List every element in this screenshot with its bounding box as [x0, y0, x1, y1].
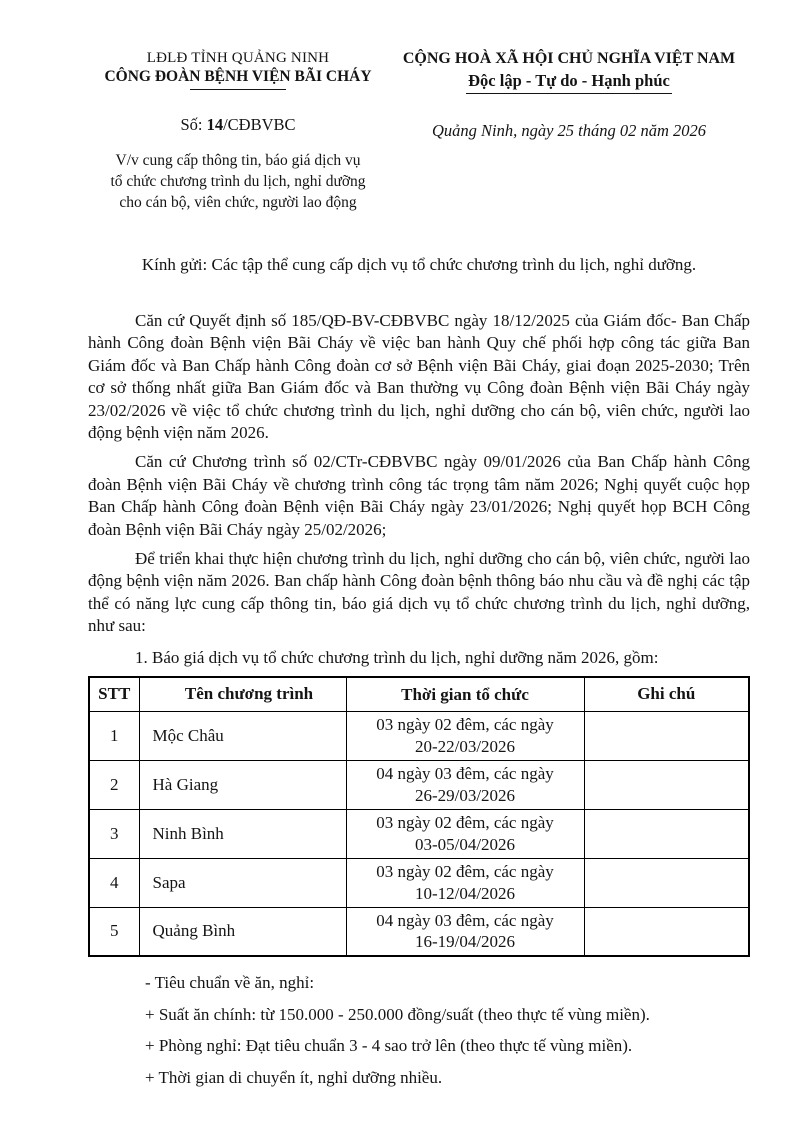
table-header-note: Ghi chú — [584, 677, 749, 711]
note-cell — [584, 907, 749, 956]
standard-item: + Thời gian di chuyển ít, nghỉ dưỡng nhiều. — [145, 1067, 443, 1087]
body-paragraphs — [88, 310, 750, 638]
national-title: CỘNG HOÀ XÃ HỘI CHỦ NGHĨA VIỆT NAM — [402, 50, 736, 67]
program-name-cell: Hà Giang — [139, 760, 346, 809]
standards-title: - Tiêu chuẩn về ăn, nghỉ: — [145, 973, 315, 993]
table-row — [89, 760, 749, 809]
subject-block — [88, 150, 388, 213]
note-cell — [584, 760, 749, 809]
subject-line: cho cán bộ, viên chức, người lao động — [119, 194, 357, 211]
doc-number-value: 14 — [206, 115, 224, 134]
body-paragraph: Để triển khai thực hiện chương trình du lịch, nghỉ dưỡng cho cán bộ, viên chức, người lao động bệnh viện năm 2026. Ban chấp hành Công đoàn bệnh thông báo nhu cầu và đề nghị các tập thể có năng lực cung cấp thông tin, báo giá dịch vụ tổ chức chương trình du lịch, nghỉ dưỡng, như sau: — [88, 549, 750, 636]
program-name-cell: Sapa — [139, 858, 346, 907]
subject-line: tổ chức chương trình du lịch, nghỉ dưỡng — [110, 173, 366, 190]
standard-item: + Suất ăn chính: từ 150.000 - 250.000 đồng/suất (theo thực tế vùng miền). — [145, 1004, 650, 1024]
org-underline-divider — [190, 89, 286, 90]
table-row — [89, 809, 749, 858]
doc-number — [88, 115, 388, 135]
time-line: 03 ngày 02 đêm, các ngày — [376, 715, 554, 735]
stt-cell: 1 — [89, 711, 139, 760]
program-name-cell: Quảng Bình — [139, 907, 346, 956]
recipient-line: Kính gửi: Các tập thể cung cấp dịch vụ tổ chức chương trình du lịch, nghỉ dưỡng. — [141, 255, 697, 274]
issuing-org-block — [88, 50, 388, 213]
org-name: CÔNG ĐOÀN BỆNH VIỆN BÃI CHÁY — [104, 68, 372, 85]
document-header — [88, 50, 750, 213]
doc-number-label: Số: — [180, 115, 207, 134]
table-row — [89, 858, 749, 907]
program-name-cell: Ninh Bình — [139, 809, 346, 858]
time-cell — [346, 907, 584, 956]
table-row — [89, 907, 749, 956]
time-line: 03 ngày 02 đêm, các ngày — [376, 862, 554, 882]
table-header-name: Tên chương trình — [139, 677, 346, 711]
time-line: 03-05/04/2026 — [414, 834, 516, 854]
place-date: Quảng Ninh, ngày 25 tháng 02 năm 2026 — [431, 121, 707, 140]
table-header-time: Thời gian tổ chức — [346, 677, 584, 711]
time-cell — [346, 858, 584, 907]
table-header-row — [89, 677, 749, 711]
time-line: 04 ngày 03 đêm, các ngày — [376, 910, 554, 930]
standard-item: + Phòng nghỉ: Đạt tiêu chuẩn 3 - 4 sao trở lên (theo thực tế vùng miền). — [145, 1036, 633, 1056]
programs-table — [88, 676, 750, 957]
time-line: 16-19/04/2026 — [414, 932, 516, 952]
time-cell — [346, 711, 584, 760]
national-motto: Độc lập - Tự do - Hạnh phúc — [466, 71, 672, 94]
time-cell — [346, 760, 584, 809]
stt-cell: 2 — [89, 760, 139, 809]
doc-number-suffix: /CĐBVBC — [223, 115, 296, 134]
note-cell — [584, 809, 749, 858]
national-header-block — [388, 50, 750, 213]
body-paragraph: Căn cứ Chương trình số 02/CTr-CĐBVBC ngày 09/01/2026 của Ban Chấp hành Công đoàn Bệnh viện Bãi Cháy về chương trình công tác trọng tâm năm 2026; Nghị quyết cuộc họp Ban Chấp hành Công đoàn Bệnh viện Bãi Cháy ngày 23/01/2026; Nghị quyết họp BCH Công đoàn Bệnh viện Bãi Cháy ngày 25/02/2026; — [88, 452, 750, 539]
time-line: 03 ngày 02 đêm, các ngày — [376, 813, 554, 833]
time-line: 20-22/03/2026 — [414, 736, 516, 756]
table-row — [89, 711, 749, 760]
time-line: 04 ngày 03 đêm, các ngày — [376, 764, 554, 784]
note-cell — [584, 858, 749, 907]
program-name-cell: Mộc Châu — [139, 711, 346, 760]
time-line: 10-12/04/2026 — [414, 883, 516, 903]
org-parent: LĐLĐ TỈNH QUẢNG NINH — [146, 50, 330, 66]
standards-block — [88, 973, 750, 1088]
subject-line: V/v cung cấp thông tin, báo giá dịch vụ — [115, 152, 361, 169]
note-cell — [584, 711, 749, 760]
body-paragraph: Căn cứ Quyết định số 185/QĐ-BV-CĐBVBC ngày 18/12/2025 của Giám đốc- Ban Chấp hành Công đoàn Bệnh viện Bãi Cháy về việc ban hành Quy chế phối hợp công tác giữa Ban Giám đốc và Ban Chấp hành Công đoàn cơ sở Bệnh viện Bãi Cháy, giai đoạn 2025-2030; Trên cơ sở thống nhất giữa Ban Giám đốc và Ban thường vụ Công đoàn Bệnh viện Bãi Cháy ngày 23/02/2026 về việc tổ chức chương trình du lịch, nghỉ dưỡng cho cán bộ, viên chức, người lao động bệnh viện năm 2026. — [88, 311, 750, 443]
section-title: 1. Báo giá dịch vụ tổ chức chương trình du lịch, nghỉ dưỡng năm 2026, gồm: — [135, 647, 659, 667]
stt-cell: 3 — [89, 809, 139, 858]
stt-cell: 5 — [89, 907, 139, 956]
time-cell — [346, 809, 584, 858]
table-header-stt: STT — [89, 677, 139, 711]
time-line: 26-29/03/2026 — [414, 785, 516, 805]
stt-cell: 4 — [89, 858, 139, 907]
